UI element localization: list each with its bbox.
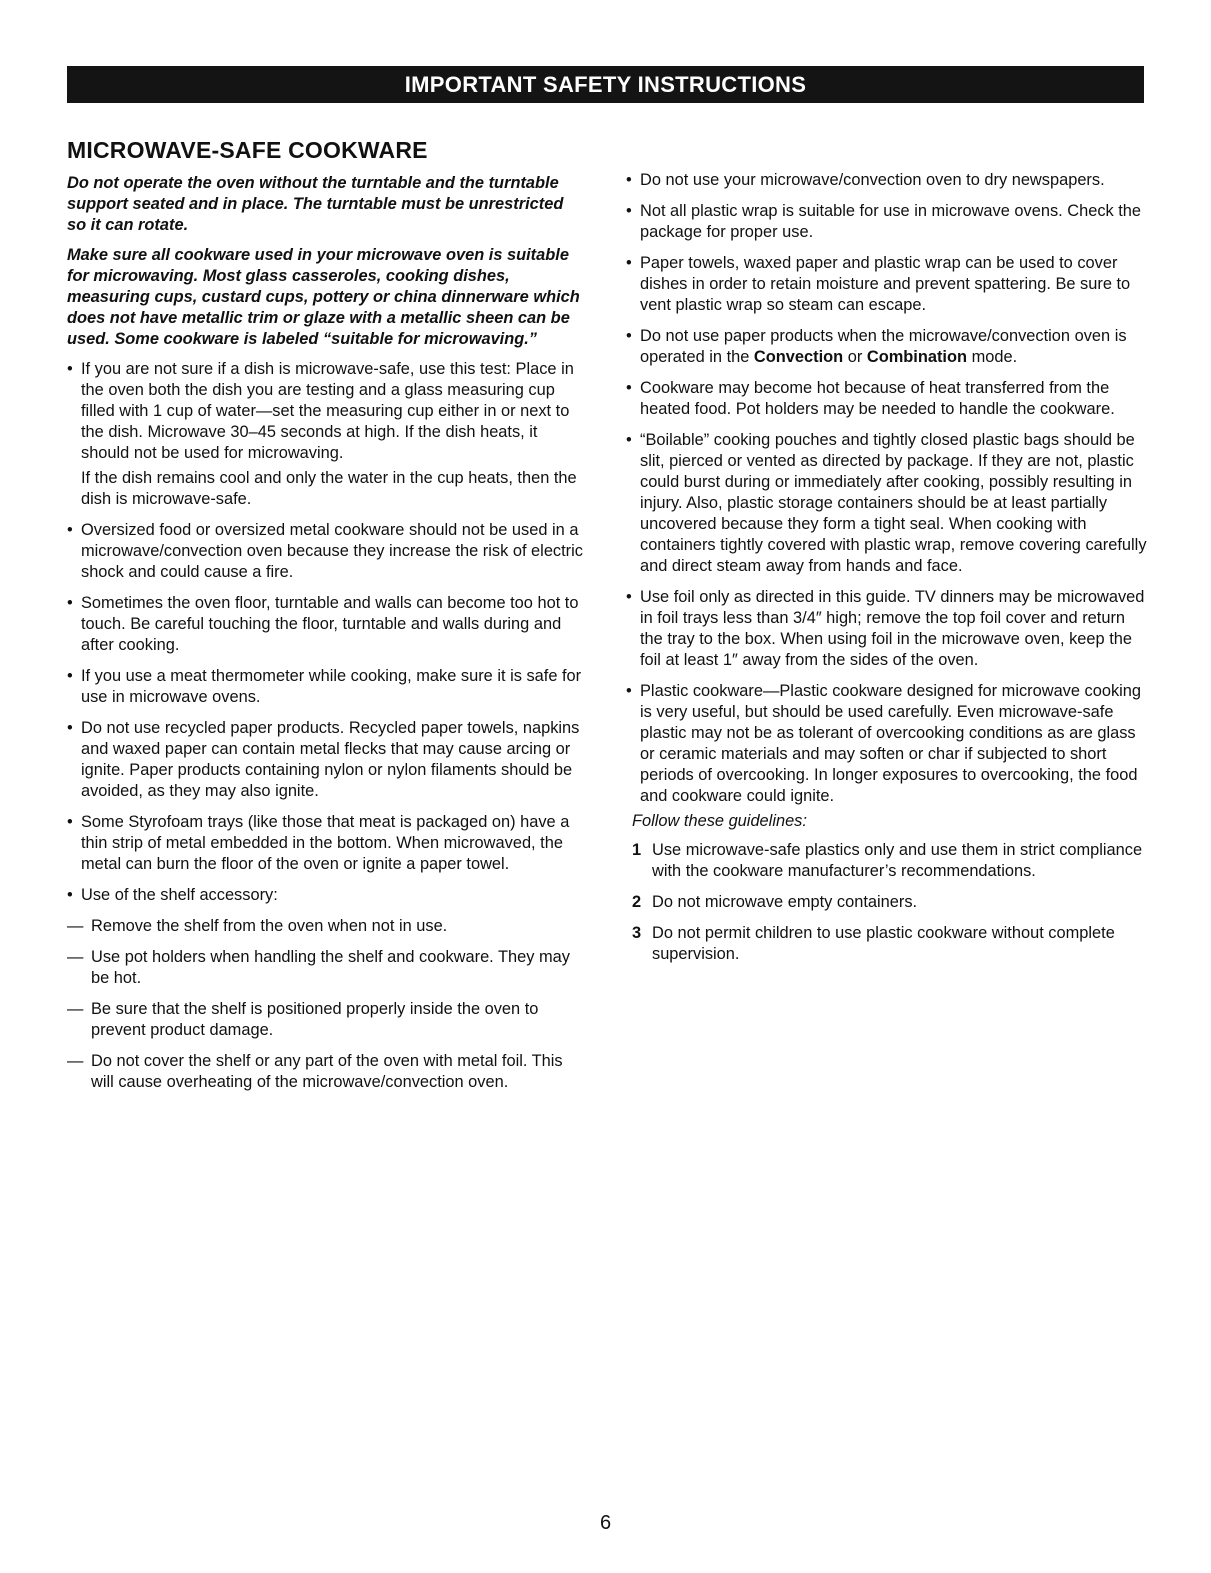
- list-item: [626, 430, 1151, 577]
- turntable-warning: Do not operate the oven without the turntable and the turntable support seated and in place. The turntable must be unrestricted so it can rotate.: [67, 174, 564, 234]
- right-column: [626, 170, 1151, 975]
- sub-list-item-text: Use pot holders when handling the shelf and cookware. They may be hot.: [91, 948, 570, 987]
- list-item-text: Cookware may become hot because of heat transferred from the heated food. Pot holders may be needed to handle the cookware.: [640, 379, 1115, 418]
- list-item: [67, 718, 587, 802]
- list-item-text: Do not use your microwave/convection oven to dry newspapers.: [640, 171, 1105, 189]
- bullet-icon: •: [67, 813, 73, 831]
- list-item-text: Do not use recycled paper products. Recycled paper towels, napkins and waxed paper can contain metal flecks that may cause arcing or ignite. Paper products containing nylon or nylon filaments should be avoided, as they may also ignite.: [81, 719, 580, 800]
- numbered-item: [632, 840, 1151, 882]
- item-number: 3: [632, 924, 642, 942]
- list-item-continuation: If the dish remains cool and only the water in the cup heats, then the dish is microwave-safe.: [81, 469, 577, 508]
- list-item: [67, 885, 587, 906]
- dash-icon: —: [67, 1052, 84, 1070]
- bullet-icon: •: [67, 667, 73, 685]
- bullet-icon: •: [626, 327, 632, 345]
- list-item-text: Do not use paper products when the microwave/convection oven is operated in the Convection or Combination mode.: [640, 327, 1127, 366]
- list-item-text: Sometimes the oven floor, turntable and walls can become too hot to touch. Be careful touching the floor, turntable and walls during and after cooking.: [81, 594, 579, 654]
- guidelines-title: Follow these guidelines:: [632, 812, 807, 830]
- item-number: 1: [632, 841, 642, 859]
- bullet-icon: •: [626, 588, 632, 606]
- bullet-icon: •: [626, 202, 632, 220]
- dash-icon: —: [67, 1000, 84, 1018]
- list-item: [67, 359, 587, 464]
- convection-mode-label: Convection: [753, 348, 844, 366]
- list-item: [626, 253, 1151, 316]
- list-item: [626, 681, 1151, 807]
- numbered-item: [632, 923, 1151, 965]
- bullet-icon: •: [67, 360, 73, 378]
- list-item: [626, 587, 1151, 671]
- sub-list-item-text: Be sure that the shelf is positioned properly inside the oven to prevent product damage.: [91, 1000, 539, 1039]
- list-item: [626, 170, 1151, 191]
- dash-icon: —: [67, 917, 84, 935]
- list-item: [626, 378, 1151, 420]
- dash-icon: —: [67, 948, 84, 966]
- bullet-icon: •: [67, 886, 73, 904]
- item-number: 2: [632, 893, 642, 911]
- list-item-text: Use of the shelf accessory:: [81, 886, 278, 904]
- list-item: [67, 812, 587, 875]
- bullet-icon: •: [626, 431, 632, 449]
- list-item-text: Oversized food or oversized metal cookware should not be used in a microwave/convection oven because they increase the risk of electric shock and could cause a fire.: [81, 521, 583, 581]
- bullet-icon: •: [67, 719, 73, 737]
- list-item: [67, 593, 587, 656]
- list-item-text: Use foil only as directed in this guide. TV dinners may be microwaved in foil trays less than 3/4″ high; remove the top foil cover and return the tray to the box. When using foil in the microwave oven, keep the foil at least 1″ away from the sides of the oven.: [640, 588, 1145, 669]
- list-item-text: Not all plastic wrap is suitable for use in microwave ovens. Check the package for proper use.: [640, 202, 1142, 241]
- safety-banner: IMPORTANT SAFETY INSTRUCTIONS: [67, 66, 1144, 103]
- combination-mode-label: Combination: [866, 348, 968, 366]
- sub-list-item: [67, 947, 587, 989]
- list-item: [626, 326, 1151, 368]
- bullet-icon: •: [67, 594, 73, 612]
- list-item-text: Some Styrofoam trays (like those that meat is packaged on) have a thin strip of metal embedded in the bottom. When microwaved, the metal can burn the floor of the oven or ignite a paper towel.: [81, 813, 570, 873]
- list-item-text: “Boilable” cooking pouches and tightly closed plastic bags should be slit, pierced or vented as directed by package. If they are not, plastic could burst during or immediately after cooking, possibly resulting in injury. Also, plastic storage containers should be at least partially uncovered because they form a tight seal. When cooking with containers tightly covered with plastic wrap, remove covering carefully and direct steam away from hands and face.: [640, 431, 1147, 575]
- sub-list-item: [67, 916, 587, 937]
- list-item: [626, 201, 1151, 243]
- numbered-item-text: Use microwave-safe plastics only and use them in strict compliance with the cookware manufacturer’s recommendations.: [652, 841, 1143, 880]
- sub-list-item-text: Remove the shelf from the oven when not in use.: [91, 917, 448, 935]
- list-item-text: Paper towels, waxed paper and plastic wrap can be used to cover dishes in order to retain moisture and prevent spattering. Be sure to vent plastic wrap so steam can escape.: [640, 254, 1131, 314]
- numbered-item-text: Do not permit children to use plastic cookware without complete supervision.: [652, 924, 1115, 963]
- sub-list-item: [67, 1051, 587, 1093]
- section-title: MICROWAVE-SAFE COOKWARE: [67, 137, 428, 163]
- list-item-text: If you use a meat thermometer while cooking, make sure it is safe for use in microwave ovens.: [81, 667, 582, 706]
- sub-list-item-text: Do not cover the shelf or any part of the oven with metal foil. This will cause overheating of the microwave/convection oven.: [91, 1052, 563, 1091]
- bullet-icon: •: [626, 254, 632, 272]
- list-item-text: If you are not sure if a dish is microwave-safe, use this test: Place in the oven both the dish you are testing and a glass measuring cup filled with 1 cup of water—set the measuring cup either in or next to the dish. Microwave 30–45 seconds at high. If the dish heats, it should not be used for microwaving.: [81, 360, 574, 462]
- list-item: [67, 666, 587, 708]
- page-number: 6: [599, 1512, 612, 1534]
- sub-list-item: [67, 999, 587, 1041]
- bullet-icon: •: [626, 171, 632, 189]
- list-item-text: Plastic cookware—Plastic cookware designed for microwave cooking is very useful, but should be used carefully. Even microwave-safe plastic may not be as tolerant of overcooking conditions as are glass or ceramic materials and may soften or char if subjected to short periods of overcooking. In longer exposures to overcooking, the food and cookware could ignite.: [640, 682, 1142, 805]
- numbered-item: [632, 892, 1151, 913]
- numbered-item-text: Do not microwave empty containers.: [652, 893, 918, 911]
- list-item: [67, 520, 587, 583]
- bullet-icon: •: [626, 379, 632, 397]
- cookware-warning: Make sure all cookware used in your microwave oven is suitable for microwaving. Most glass casseroles, cooking dishes, measuring cups, custard cups, pottery or china dinnerware which does not have metallic trim or glaze with a metallic sheen can be used. Some cookware is labeled “suitable for microwaving.”: [67, 246, 580, 348]
- bullet-icon: •: [626, 682, 632, 700]
- left-column: [67, 136, 587, 1103]
- bullet-icon: •: [67, 521, 73, 539]
